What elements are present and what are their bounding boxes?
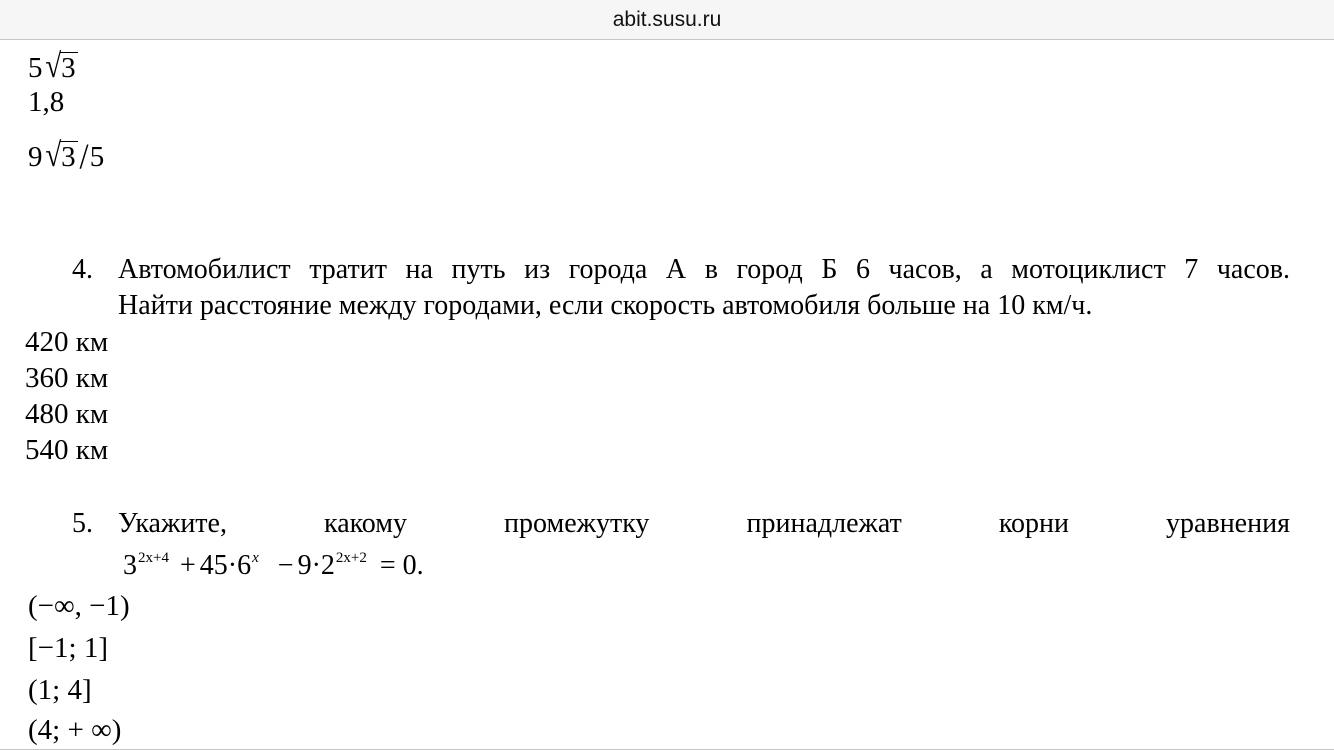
q5-answer-1: (−∞, −1) [28,590,130,622]
q4-answer-4: 540 км [25,434,109,466]
q5-answer-4: (4; + ∞) [28,714,122,746]
q4-line-1: Автомобилист тратит на путь из города А в город Б 6 часов, а мотоциклист 7 часов. [118,254,1290,285]
q5-equation: $3^{2x+4} + 45\cdot 6^x - 9\cdot 2^{2x+2} = 0$. [123,550,424,581]
q4-answer-3: 480 км [25,398,109,430]
sqrt-symbol: √3 [44,137,76,174]
q4-line-2: Найти расстояние между городами, если скорость автомобиля больше на 10 км/ч. [118,290,1093,321]
address-text: abit.susu.ru [612,7,722,31]
q3-answer-2: 1,8 [28,86,65,118]
q3-answer-1: 5√3 [28,48,76,85]
q4-answer-2: 360 км [25,362,109,394]
q5-answer-3: (1; 4] [28,674,92,706]
q5-number: 5. [72,508,93,539]
q3-answer-3: 9√3/5 [28,136,105,176]
q4-number: 4. [72,254,93,285]
sqrt-symbol: √3 [44,48,76,85]
q5-answer-2: [−1; 1] [28,632,108,664]
address-bar[interactable] [0,0,1334,40]
q5-line-1: Укажите, какому промежутку принадлежат корни уравнения [118,508,1290,539]
q4-answer-1: 420 км [25,326,109,358]
document-page [0,40,1334,750]
